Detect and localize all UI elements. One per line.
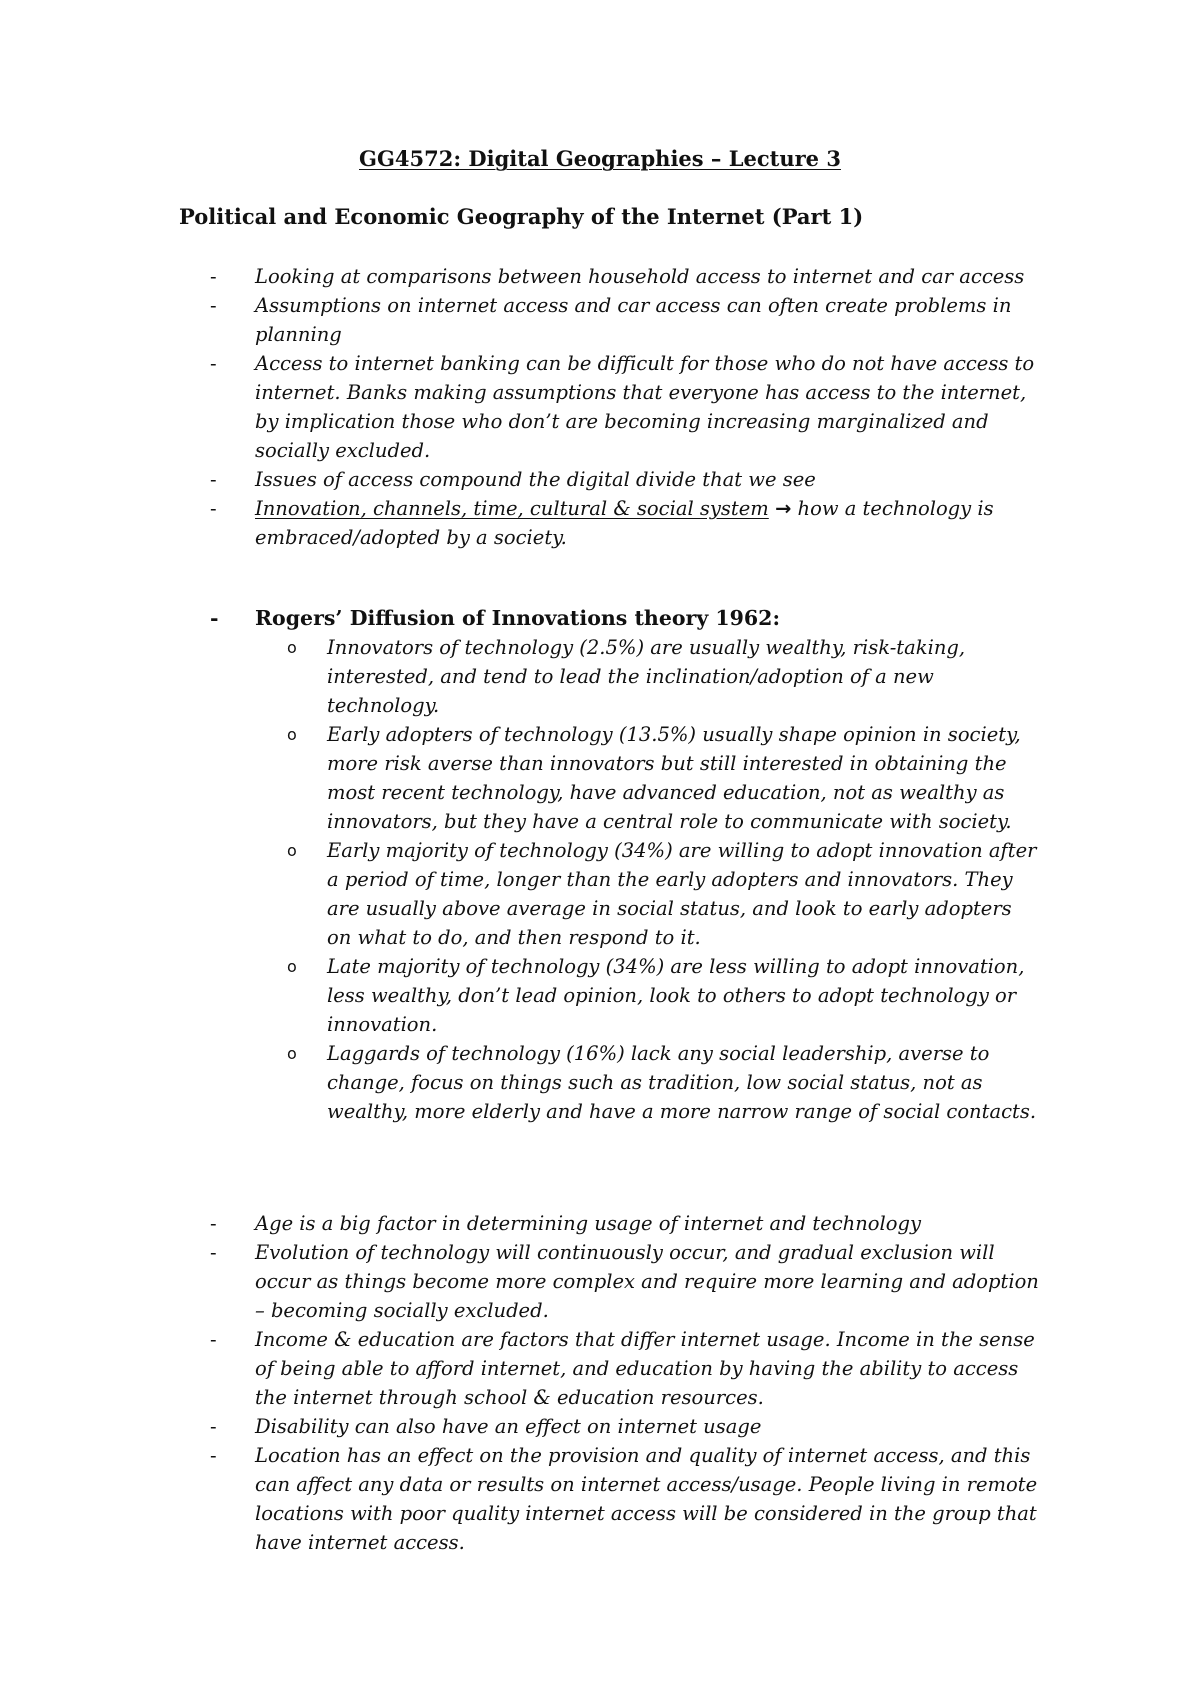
list-item xyxy=(210,465,1040,494)
list-item xyxy=(210,1412,1040,1441)
rogers-theory-item xyxy=(210,604,1040,1126)
dash-bullet-icon: - xyxy=(210,1415,217,1438)
list-item xyxy=(210,291,1040,349)
sub-list-item-text: Early majority of technology (34%) are willing to adopt innovation after a period of time, longer than the early adopters and innovators. They are usually above average in social status, and look to early adopters on what to do, and then respond to it. xyxy=(327,839,1037,949)
sub-list-item-text: Late majority of technology (34%) are less willing to adopt innovation, less wealthy, don’t lead opinion, look to others to adopt technology or innovation. xyxy=(327,955,1025,1036)
sub-list-item-text: Laggards of technology (16%) lack any social leadership, averse to change, focus on things such as tradition, low social status, not as wealthy, more elderly and have a more narrow range of social contacts. xyxy=(327,1042,1037,1123)
list-item-innovation xyxy=(210,494,1040,552)
list-item-text: Evolution of technology will continuously occur, and gradual exclusion will occur as things become more complex and require more learning and adoption – becoming socially excluded. xyxy=(255,1241,1039,1322)
circle-bullet-icon: o xyxy=(287,1044,297,1063)
arrow-right-icon: → xyxy=(775,497,792,520)
rogers-sublist xyxy=(287,633,1040,1126)
dash-bullet-icon: - xyxy=(210,352,217,375)
list-item-text: Assumptions on internet access and car access can often create problems in planning xyxy=(255,294,1012,346)
list-item xyxy=(210,1325,1040,1412)
section-heading: Political and Economic Geography of the Internet (Part 1) xyxy=(179,204,864,229)
innovation-factors-text: Innovation, channels, time, cultural & social system xyxy=(255,497,769,520)
circle-bullet-icon: o xyxy=(287,841,297,860)
innovation-rest-text: how a technology is embraced/adopted by a society. xyxy=(255,497,994,549)
circle-bullet-icon: o xyxy=(287,725,297,744)
rogers-list xyxy=(210,604,1040,1126)
list-item-text: Income & education are factors that differ internet usage. Income in the sense of being able to afford internet, and education by having the ability to access the internet through school & education resources. xyxy=(255,1328,1035,1409)
list-item-text: Disability can also have an effect on internet usage xyxy=(255,1415,762,1438)
list-item-text: Looking at comparisons between household access to internet and car access xyxy=(255,265,1025,288)
list-item xyxy=(210,1238,1040,1325)
dash-bullet-icon: - xyxy=(210,1444,217,1467)
dash-bullet-icon: - xyxy=(210,265,217,288)
dash-bullet-icon: - xyxy=(210,606,219,630)
list-item xyxy=(210,1441,1040,1557)
list-item xyxy=(210,1209,1040,1238)
sub-list-item-early-adopters xyxy=(287,720,1040,836)
dash-bullet-icon: - xyxy=(210,1212,217,1235)
dash-bullet-icon: - xyxy=(210,294,217,317)
list-item-text: Issues of access compound the digital divide that we see xyxy=(255,468,816,491)
list-item xyxy=(210,349,1040,465)
circle-bullet-icon: o xyxy=(287,957,297,976)
sub-list-item-text: Innovators of technology (2.5%) are usually wealthy, risk-taking, interested, and tend to lead the inclination/adoption of a new technology. xyxy=(327,636,966,717)
dash-bullet-icon: - xyxy=(210,1328,217,1351)
dash-bullet-icon: - xyxy=(210,468,217,491)
sub-list-item-late-majority xyxy=(287,952,1040,1039)
dash-bullet-icon: - xyxy=(210,1241,217,1264)
sub-list-item-innovators xyxy=(287,633,1040,720)
sub-list-item-laggards xyxy=(287,1039,1040,1126)
notes-list-bottom xyxy=(210,1209,1040,1557)
notes-list-top xyxy=(210,262,1040,552)
list-item-text: Location has an effect on the provision and quality of internet access, and this can affect any data or results on internet access/usage. People living in remote locations with poor quality internet access will be considered in the group that have internet access. xyxy=(255,1444,1038,1554)
list-item-text: Age is a big factor in determining usage of internet and technology xyxy=(255,1212,921,1235)
list-item-text: Access to internet banking can be difficult for those who do not have access to internet. Banks making assumptions that everyone has access to the internet, by implication those who don’t are becoming increasing marginalized and socially excluded. xyxy=(255,352,1035,462)
list-item xyxy=(210,262,1040,291)
sub-list-item-text: Early adopters of technology (13.5%) usually shape opinion in society, more risk averse than innovators but still interested in obtaining the most recent technology, have advanced education, not as wealthy as innovators, but they have a central role to communicate with society. xyxy=(327,723,1021,833)
page-title: GG4572: Digital Geographies – Lecture 3 xyxy=(359,146,841,171)
circle-bullet-icon: o xyxy=(287,638,297,657)
sub-list-item-early-majority xyxy=(287,836,1040,952)
rogers-heading: Rogers’ Diffusion of Innovations theory 1962: xyxy=(255,606,781,630)
dash-bullet-icon: - xyxy=(210,497,217,520)
